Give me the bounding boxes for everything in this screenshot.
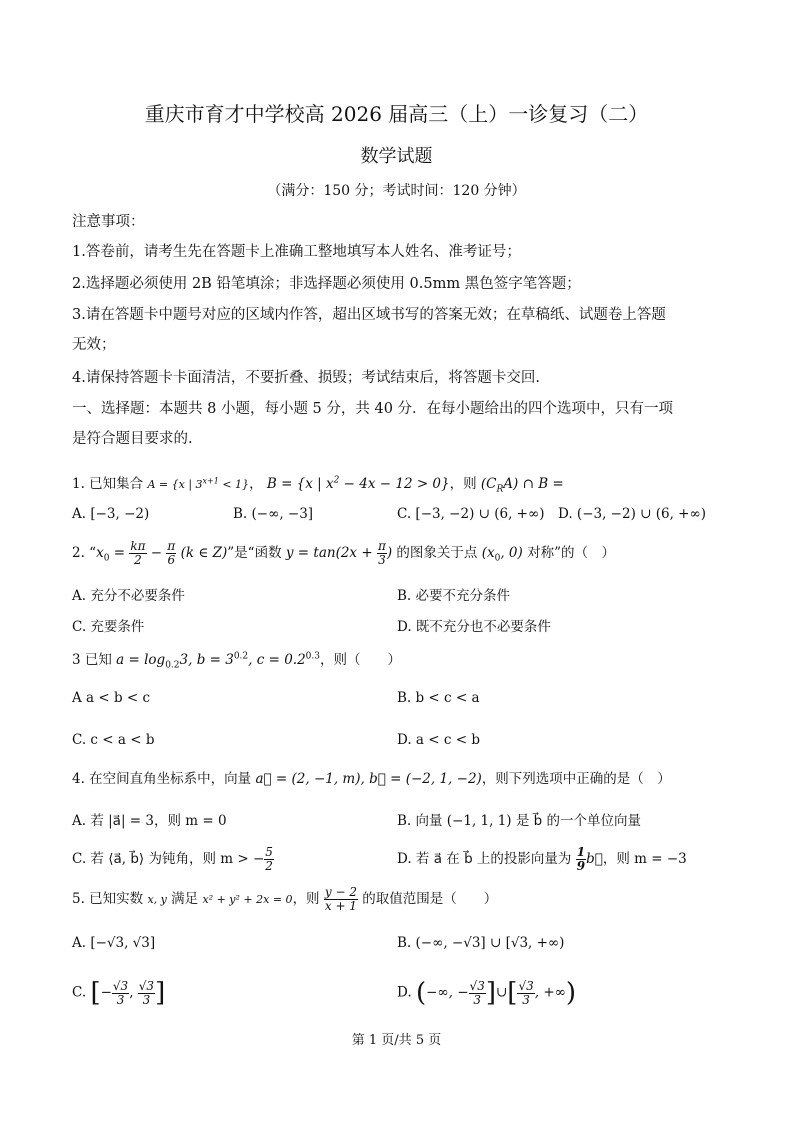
q2-close: ) [386,545,393,561]
q2-point-sub: 0 [494,553,501,564]
q5-option-b: B. (−∞, −√3] ∪ [√3, +∞) [397,935,565,951]
q1-expr-end: A) ∩ B = [503,476,564,492]
q3-log-base: 0.2 [165,660,180,671]
q2-frac-pi-3 [377,540,387,567]
q5-then: ，则 [292,891,324,907]
q4-d-end: ，则 m = −3 [602,851,687,867]
q5-c-n2: √3 [138,978,155,993]
note-2: 2.选择题必须使用 2B 铅笔填涂；非选择题必须使用 0.5mm 黑色签字笔答题； [72,276,581,292]
q2-point-end: , 0) [500,545,523,561]
q2-minus: − [146,545,167,561]
q2-option-d: D. 既不充分也不必要条件 [397,619,551,635]
q5-c-lbracket: [ [90,978,101,1008]
q5-option-c [72,978,165,1008]
q2-option-c: C. 充要条件 [72,619,145,635]
q5-num: y − 2 [324,885,357,899]
q4-d-vec: b⃗ [586,851,603,867]
q1-option-a: A. [−3, −2) [72,506,150,522]
q5-satisfy: 满足 [166,891,203,907]
q5-eq: x² + y² + 2x = 0 [202,893,293,906]
q5-xy: x, y [147,893,167,906]
q4-option-b: B. 向量 (−1, 1, 1) 是 b⃗ 的一个单位向量 [397,813,642,829]
q2-point-text: 的图象关于点 [392,545,482,561]
q1-exp: x+1 [202,476,219,486]
q2-mid: ”是“函数 [227,545,286,561]
q5-c-frac2 [138,980,155,1007]
q1-option-c: C. [−3, −2) ∪ (6, +∞) [397,506,545,522]
q2-frac-kpi-2 [129,540,146,567]
q3-option-b: B. b < c < a [397,690,480,706]
q2-option-a: A. 充分不必要条件 [72,588,185,604]
section-heading-line1: 一、选择题：本题共 8 小题，每小题 5 分，共 40 分．在每小题给出的四个选项中，只有一项 [72,401,674,417]
q5-d-lparen: ( [415,978,427,1008]
q4-option-a: A. 若 |a⃗| = 3，则 m = 0 [72,813,227,829]
page-subtitle: 数学试题 [360,146,433,167]
q5-d-rbracket1: ] [485,978,496,1008]
q2-x: x [96,545,104,561]
q3-option-d: D. a < c < b [397,732,480,748]
question-1-stem [72,472,564,495]
q4-c-frac [264,846,274,873]
q5-option-a: A. [−√3, √3] [72,935,156,951]
note-4: 4.请保持答题卡卡面清洁，不要折叠、损毁；考试结束后，将答题卡交回. [72,370,540,386]
q3-c-exp: 0.3 [305,651,320,662]
q1-set-b-part: B = {x | x [266,476,334,492]
q4-d-den: 9 [576,859,586,873]
q1-option-b: B. (−∞, −3] [233,506,314,522]
page-footer: 第 1 页/共 5 页 [351,1033,442,1048]
q3-end: ，则（ ） [320,652,401,668]
q2-frac1-den: 2 [134,553,142,567]
q5-c-frac1 [112,980,129,1007]
q4-d-text: D. 若 a⃗ 在 b⃗ 上的投影向量为 [397,851,576,867]
q5-d-d1: 3 [473,992,481,1007]
question-4-stem [72,767,671,787]
q2-eq: = [109,545,130,561]
q5-c-minus: − [100,984,112,1001]
note-3-cont: 无效； [72,337,116,353]
q5-c-comma: , [129,984,138,1001]
q1-text: 1. 已知集合 [72,476,144,492]
q2-frac-pi-6 [166,540,176,567]
q2-func: y = tan(2x + [285,545,377,561]
q2-open: 2. “ [72,545,97,561]
q2-kz: (k ∈ Z) [176,545,228,561]
q5-d-union: ∪ [495,984,508,1001]
q5-d-n2: √3 [518,978,534,993]
q1-set-b [267,476,450,492]
note-1: 1.答卷前，请考生先在答题卡上准确工整地填写本人姓名、准考证号； [72,244,521,260]
q2-frac1-num: kπ [130,539,146,553]
q1-set-a [147,478,249,491]
q2-point: (x [481,545,495,561]
q4-option-d [397,846,687,873]
notes-heading: 注意事项： [72,214,145,230]
q1-sq: 2 [333,475,340,486]
q2-frac3-num: π [377,539,386,553]
q2-frac3-den: 3 [378,553,386,567]
question-2-stem [72,540,615,567]
q5-d-frac1 [469,980,486,1007]
q1-then: ，则 [449,476,477,492]
q4-vectors: a⃗ = (2, −1, m), b⃗ = (−2, 1, −2) [255,771,482,787]
q2-sub0: 0 [103,553,110,564]
q5-c-n1: √3 [112,978,129,993]
page-title: 重庆市育才中学校高 2026 届高三（上）一诊复习（二） [144,102,649,126]
q2-frac2-den: 6 [167,553,176,567]
q5-d-label: D. [397,984,412,1001]
q3-log: a = log [116,652,166,668]
q5-d-n1: √3 [469,978,485,993]
exam-info: （满分：150 分；考试时间：120 分钟） [267,183,526,199]
q2-frac2-num: π [167,539,176,553]
q4-d-num: 1 [576,845,586,859]
q5-c-d2: 3 [142,992,151,1007]
q1-expr [480,476,564,495]
q1-comma: ， [249,476,263,492]
q4-c-num: 5 [265,845,273,859]
q2-end: 对称”的（ ） [522,545,615,561]
q5-d-frac2 [517,980,534,1007]
q4-end: ，则下列选项中正确的是（ ） [481,771,671,787]
question-5-stem [72,886,497,913]
q1-set-b-end: − 4x − 12 > 0} [339,476,450,492]
q3-b-exp: 0.2 [233,651,249,662]
question-3-stem [72,648,401,671]
q5-den: x + 1 [324,899,357,913]
q4-option-c [72,846,274,873]
q1-r: R [496,484,504,495]
q5-end: 的取值范围是（ ） [357,891,498,907]
q5-frac [324,886,358,913]
q5-option-d [397,978,576,1008]
q4-d-frac [576,846,586,873]
note-3: 3.请在答题卡中题号对应的区域内作答，超出区域书写的答案无效；在草稿纸、试题卷上答题 [72,307,666,323]
q5-d-rparen: ) [565,978,577,1008]
q4-c-text: C. 若 ⟨a⃗, b⃗⟩ 为钝角，则 m > − [72,851,265,867]
q1-option-d: D. (−3, −2) ∪ (6, +∞) [558,506,706,522]
q5-d-left: −∞, − [426,984,469,1001]
q2-option-b: B. 必要不充分条件 [397,588,511,604]
q4-text: 4. 在空间直角坐标系中，向量 [72,771,256,787]
q5-c-rbracket: ] [155,978,166,1008]
q3-option-c: C. c < a < b [72,732,155,748]
q3-text: 3 已知 [72,652,117,668]
q3-b: 3, b = 3 [179,652,234,668]
section-heading-line2: 是符合题目要求的. [72,431,193,447]
q1-cr: (C [480,476,497,492]
q4-c-den: 2 [265,859,273,873]
q5-c-label: C. [72,984,87,1001]
q5-d-d2: 3 [522,992,530,1007]
q5-d-right: , +∞ [534,984,566,1001]
q3-option-a: A a < b < c [72,690,151,706]
q5-d-lbracket2: [ [507,978,518,1008]
q1-set-a-end: < 1} [218,478,250,491]
q5-c-d1: 3 [116,992,125,1007]
q3-c: , c = 0.2 [248,652,306,668]
q5-text: 5. 已知实数 [72,891,148,907]
q1-set-a-part: A = {x | 3 [147,478,203,491]
